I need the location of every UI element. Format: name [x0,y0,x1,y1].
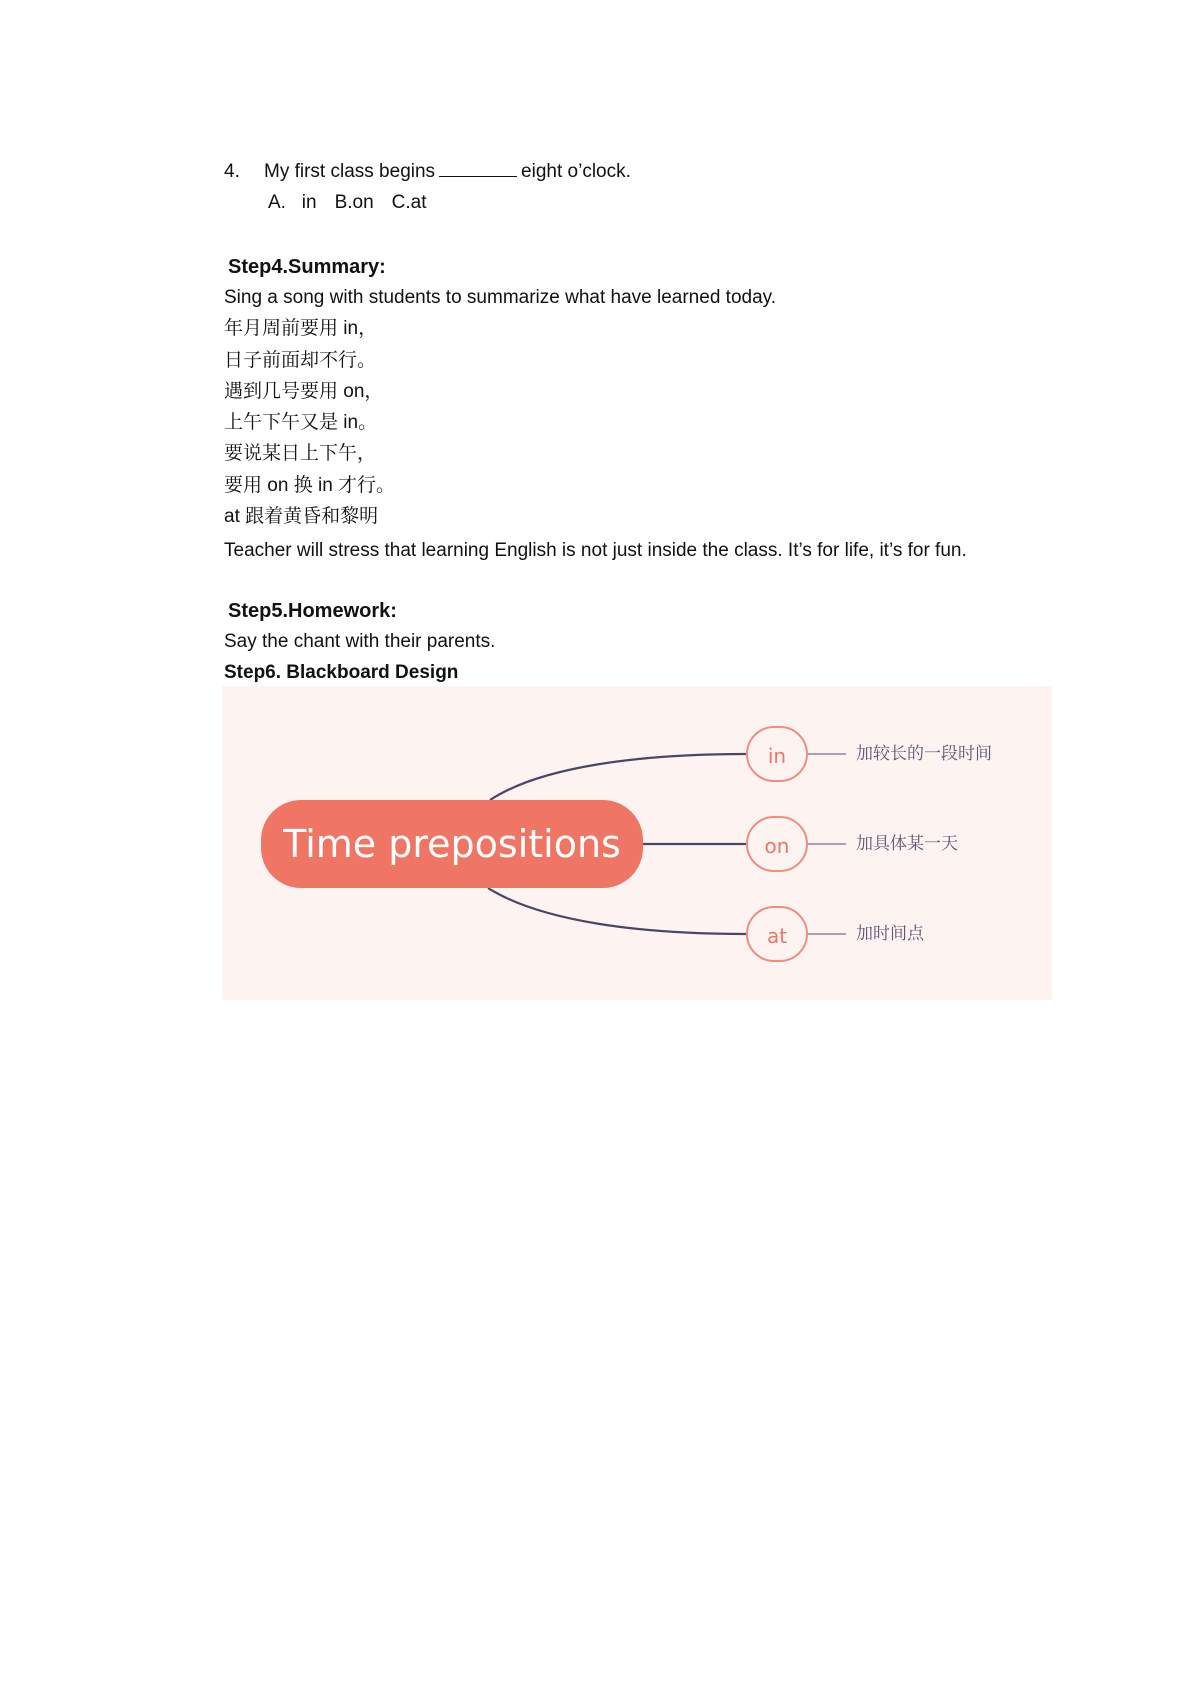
chant-line-7: at 跟着黄昏和黎明 [224,506,379,527]
step4-stress: Teacher will stress that learning English is not just inside the class. It’s for life, it’s for fun. [224,540,967,561]
chant-line-5: 要说某日上下午， [224,443,377,464]
question-text-before: My first class begins [264,161,436,182]
mindmap-desc-in: 加较长的一段时间 [856,744,992,764]
mindmap-desc-at: 加时间点 [856,924,924,944]
option-a: A. in [268,192,317,213]
chant-line-1: 年月周前要用 in， [224,318,378,339]
option-b: B.on [334,192,374,213]
blackboard-mindmap [222,686,1052,1000]
chant-line-6: 要用 on 换 in 才行。 [224,475,396,496]
chant-line-4: 上午下午又是 in。 [224,412,378,433]
mindmap-node-on: on [746,816,808,872]
chant-line-3: 遇到几号要用 on， [224,381,384,402]
mindmap-desc-on: 加具体某一天 [856,834,958,854]
connector-in [490,754,746,800]
mindmap-node-at: at [746,906,808,962]
mindmap-center-node: Time prepositions [261,800,643,888]
step5-heading: Step5.Homework: [228,600,397,622]
answer-blank [439,160,517,177]
question-4 [224,159,631,185]
step4-heading: Step4.Summary: [228,256,386,278]
chant-line-2: 日子前面却不行。 [224,350,377,371]
question-number: 4. [224,161,240,182]
question-text-after: eight o’clock. [521,161,631,182]
connector-at [488,888,746,934]
mindmap-node-in: in [746,726,808,782]
question-options [268,190,445,216]
option-c: C.at [391,192,427,213]
step6-heading: Step6. Blackboard Design [224,662,459,683]
step4-intro: Sing a song with students to summarize what have learned today. [224,287,777,308]
step5-text: Say the chant with their parents. [224,631,496,652]
